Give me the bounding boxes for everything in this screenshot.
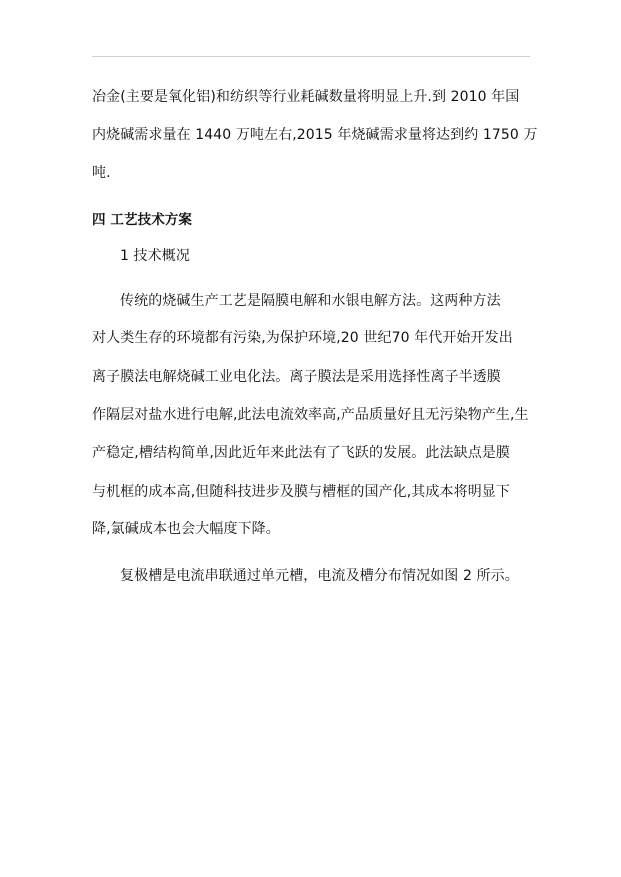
subsection-heading: 1 技术概况 — [120, 248, 190, 264]
paragraph-line: 作隔层对盐水进行电解,此法电流效率高,产品质量好且无污染物产生,生 — [92, 407, 529, 423]
paragraph-line: 冶金(主要是氧化铝)和纺织等行业耗碱数量将明显上升.到 2010 年国 — [92, 89, 520, 105]
paragraph-line: 离子膜法电解烧碱工业电化法。离子膜法是采用选择性离子半透膜 — [92, 369, 501, 385]
paragraph-line: 传统的烧碱生产工艺是隔膜电解和水银电解方法。这两种方法 — [120, 293, 501, 309]
paragraph-line: 内烧碱需求量在 1440 万吨左右,2015 年烧碱需求量将达到约 1750 万 — [92, 127, 538, 143]
paragraph-line: 对人类生存的环境都有污染,为保护环境,20 世纪70 年代开始开发出 — [92, 330, 513, 346]
header-divider — [92, 56, 530, 57]
paragraph-line: 复极槽是电流串联通过单元槽，电流及槽分布情况如图 2 所示。 — [120, 568, 519, 584]
paragraph-line: 与机框的成本高,但随科技进步及膜与槽框的国产化,其成本将明显下 — [92, 484, 510, 500]
paragraph-line: 吨. — [92, 165, 111, 181]
section-heading: 四 工艺技术方案 — [92, 212, 192, 228]
paragraph-line: 降,氯碱成本也会大幅度下降。 — [92, 521, 280, 537]
paragraph-line: 产稳定,槽结构简单,因此近年来此法有了飞跃的发展。此法缺点是膜 — [92, 445, 510, 461]
